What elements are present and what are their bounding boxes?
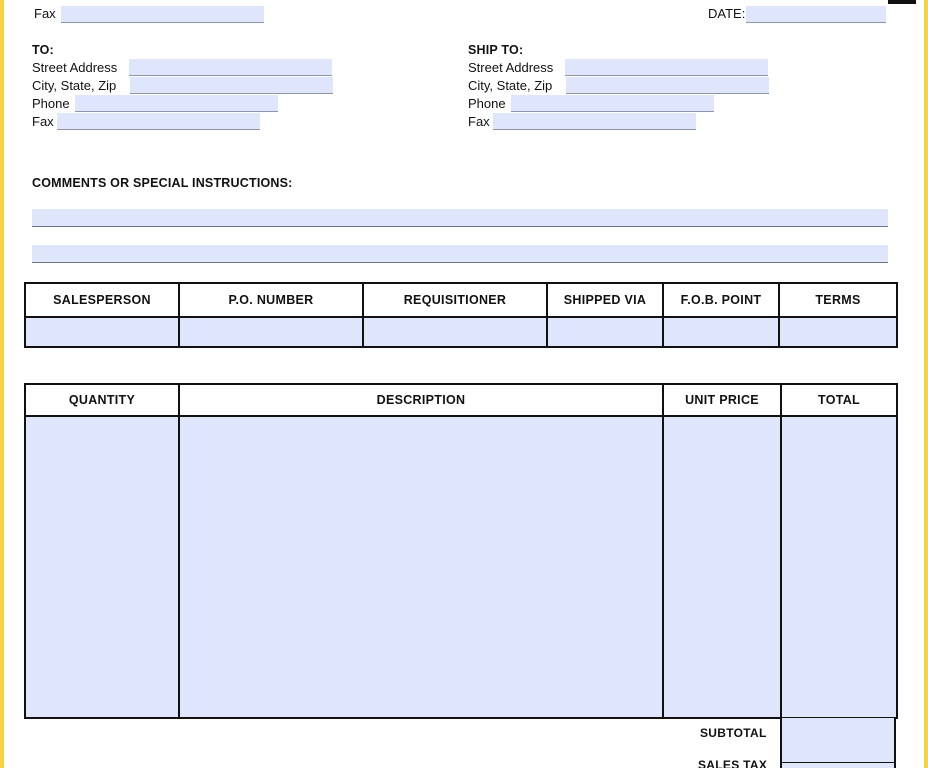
total-cell[interactable] xyxy=(781,416,897,718)
header-fax-field[interactable] xyxy=(61,6,264,23)
to-street-label: Street Address xyxy=(32,60,118,75)
to-fax-label: Fax xyxy=(32,114,54,129)
ship-street-field[interactable] xyxy=(565,59,768,76)
header-fax-label: Fax xyxy=(34,6,56,21)
invoice-page xyxy=(4,0,924,768)
fob-point-cell[interactable] xyxy=(663,317,779,347)
line-items-table xyxy=(24,383,898,719)
ship-phone-field[interactable] xyxy=(511,95,714,112)
header-fob-point: F.O.B. POINT xyxy=(663,283,779,317)
to-street-field[interactable] xyxy=(129,59,332,76)
date-label: DATE: xyxy=(708,6,746,21)
header-total: TOTAL xyxy=(781,384,897,416)
salesperson-cell[interactable] xyxy=(25,317,179,347)
header-po-number: P.O. NUMBER xyxy=(179,283,363,317)
description-cell[interactable] xyxy=(179,416,663,718)
to-city-field[interactable] xyxy=(130,77,333,94)
ship-street-label: Street Address xyxy=(468,60,554,75)
to-heading: TO: xyxy=(32,43,54,57)
ship-phone-label: Phone xyxy=(468,96,506,111)
shipped-via-cell[interactable] xyxy=(547,317,663,347)
to-phone-field[interactable] xyxy=(75,95,278,112)
unit-price-cell[interactable] xyxy=(663,416,781,718)
header-description: DESCRIPTION xyxy=(179,384,663,416)
sales-tax-field[interactable] xyxy=(780,762,896,768)
header-quantity: QUANTITY xyxy=(25,384,179,416)
comments-line-1[interactable] xyxy=(32,209,888,227)
ship-fax-label: Fax xyxy=(468,114,490,129)
ship-to-heading: SHIP TO: xyxy=(468,43,524,57)
to-phone-label: Phone xyxy=(32,96,70,111)
terms-cell[interactable] xyxy=(779,317,897,347)
ship-city-field[interactable] xyxy=(566,77,769,94)
header-unit-price: UNIT PRICE xyxy=(663,384,781,416)
order-info-table xyxy=(24,282,898,348)
quantity-cell[interactable] xyxy=(25,416,179,718)
ship-fax-field[interactable] xyxy=(493,113,696,130)
requisitioner-cell[interactable] xyxy=(363,317,547,347)
to-city-label: City, State, Zip xyxy=(32,78,117,93)
date-field[interactable] xyxy=(746,6,886,23)
subtotal-label: SUBTOTAL xyxy=(700,726,767,740)
subtotal-field[interactable] xyxy=(780,718,896,762)
po-number-cell[interactable] xyxy=(179,317,363,347)
header-salesperson: SALESPERSON xyxy=(25,283,179,317)
to-fax-field[interactable] xyxy=(57,113,260,130)
corner-mark xyxy=(888,0,916,4)
header-requisitioner: REQUISITIONER xyxy=(363,283,547,317)
sales-tax-label: SALES TAX xyxy=(698,758,768,768)
comments-line-2[interactable] xyxy=(32,245,888,263)
ship-city-label: City, State, Zip xyxy=(468,78,553,93)
header-terms: TERMS xyxy=(779,283,897,317)
header-shipped-via: SHIPPED VIA xyxy=(547,283,663,317)
comments-heading: COMMENTS OR SPECIAL INSTRUCTIONS: xyxy=(32,176,293,190)
